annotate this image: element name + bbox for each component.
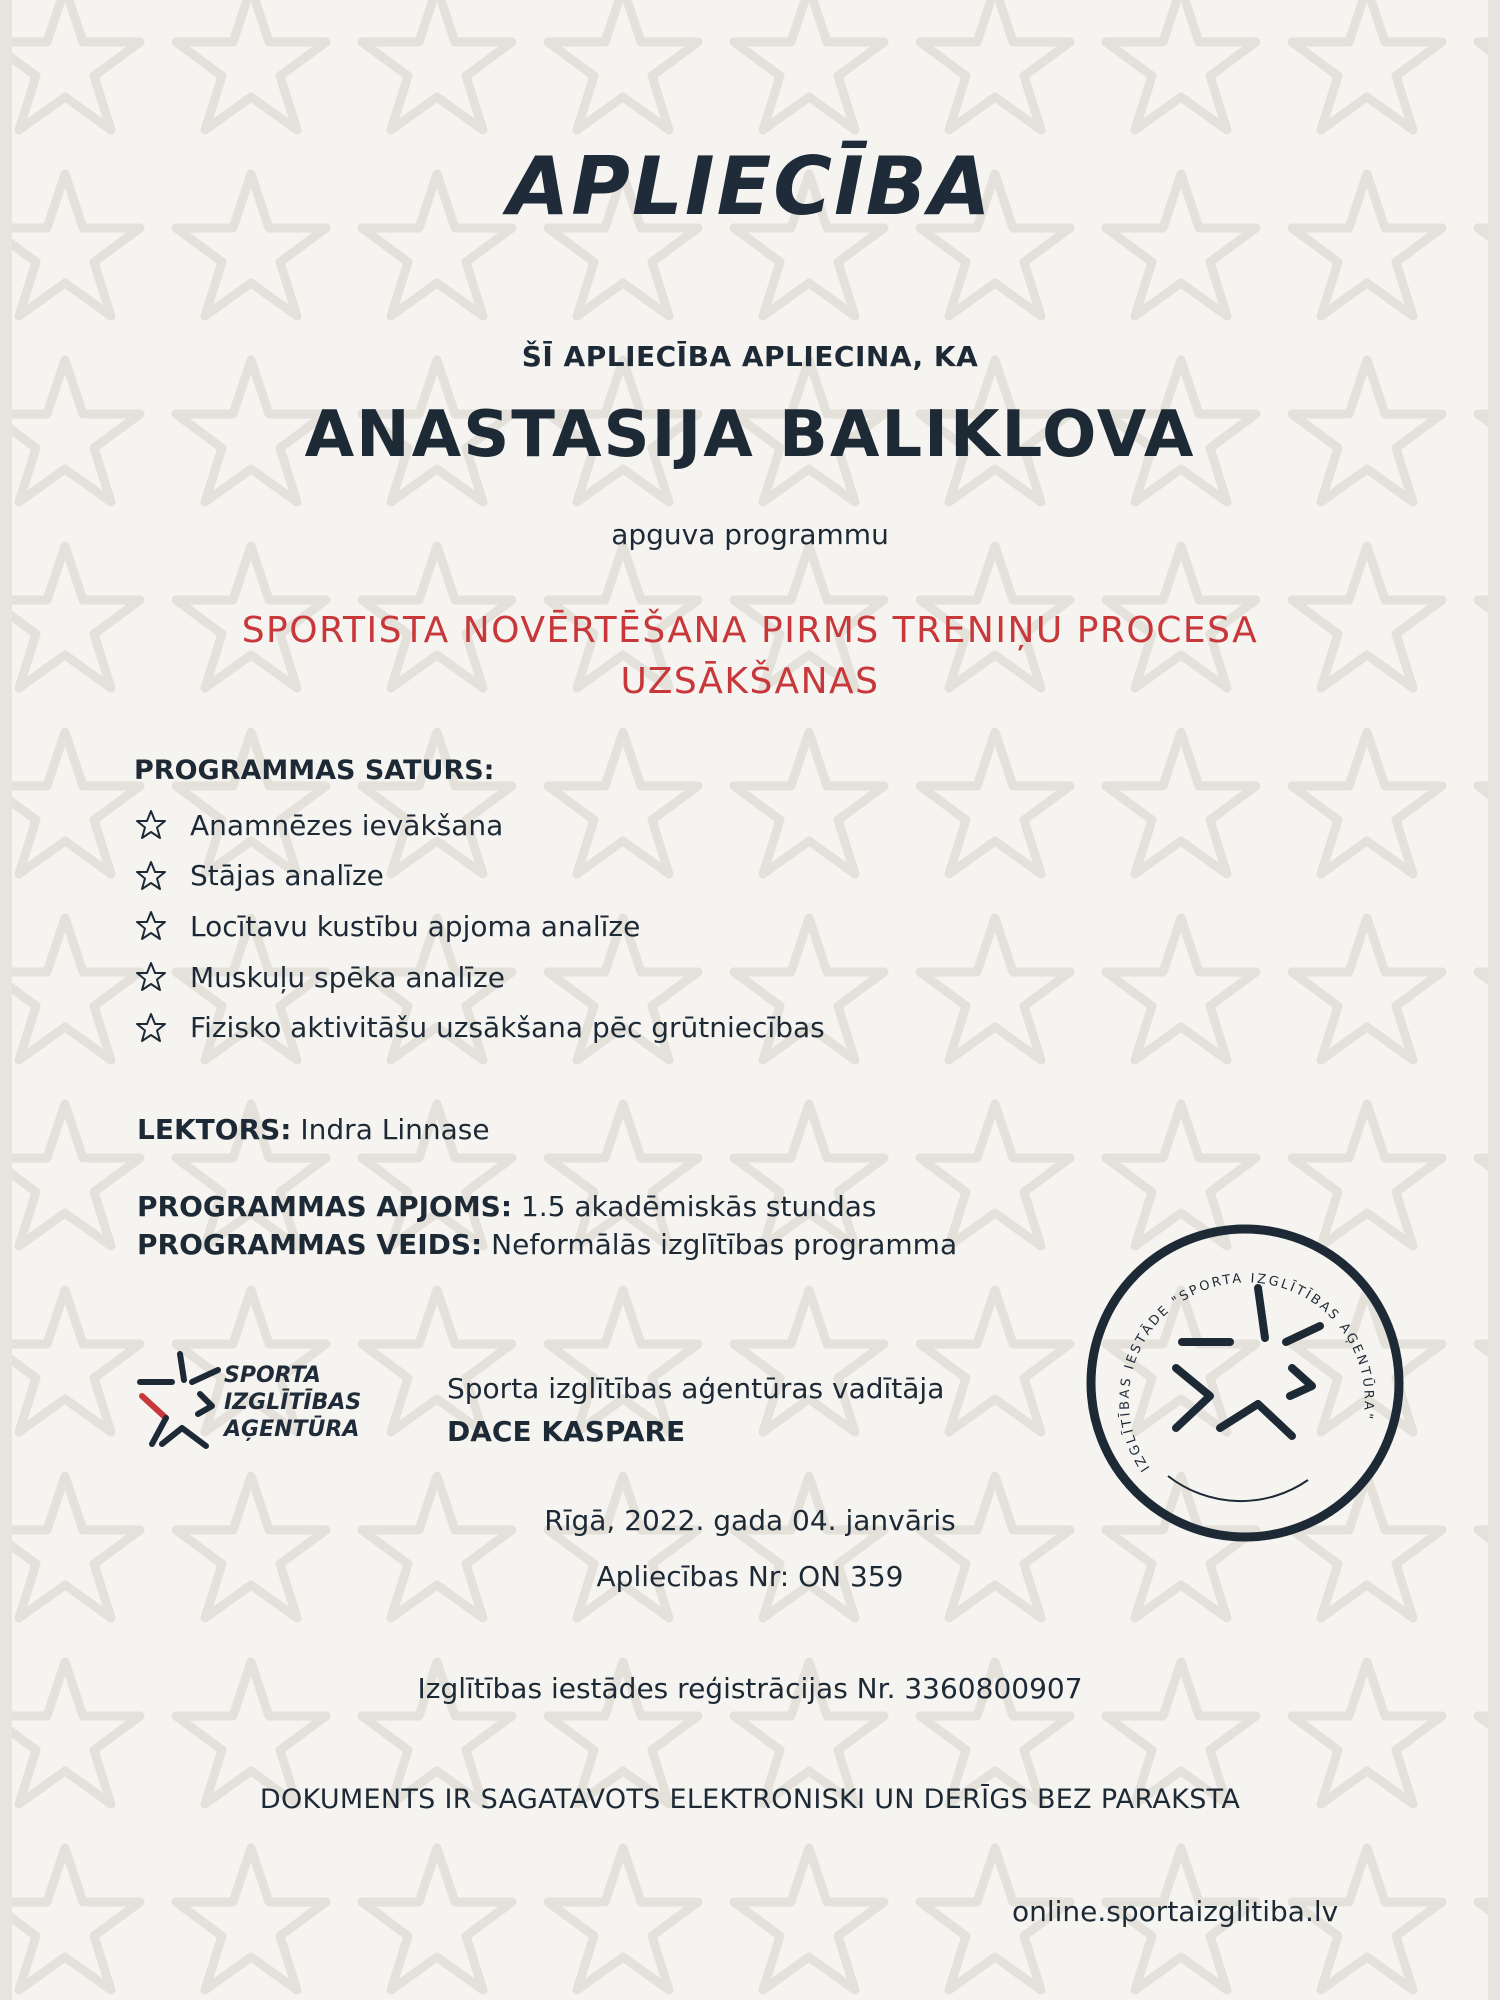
lecturer-label: LEKTORS:	[137, 1113, 292, 1146]
logo-line: SPORTA	[224, 1363, 321, 1388]
svg-text:IZGLĪTĪBAS IESTĀDE "SPORTA IZG	[1118, 1271, 1376, 1474]
logo-line: IZGLĪTĪBAS	[224, 1390, 362, 1415]
director-role: Sporta izglītības aģentūras vadītāja	[447, 1372, 945, 1405]
lecturer-line	[137, 1113, 490, 1146]
website-url: online.sportaizglitiba.lv	[1012, 1895, 1339, 1928]
seal-star-icon	[1176, 1288, 1320, 1436]
volume-value: 1.5 akadēmiskās stundas	[520, 1190, 877, 1223]
contents-item-label: Locītavu kustību apjoma analīze	[190, 909, 641, 943]
star-outline-icon	[134, 960, 168, 994]
volume-line	[137, 1190, 877, 1223]
contents-item	[134, 901, 825, 952]
contents-item-label: Muskuļu spēka analīze	[190, 960, 505, 994]
contents-item-label: Fizisko aktivitāšu uzsākšana pēc grūtniecības	[190, 1011, 825, 1045]
star-outline-icon	[134, 1011, 168, 1045]
director-name: DACE KASPARE	[447, 1415, 686, 1448]
star-outline-icon	[134, 909, 168, 943]
contents-item	[134, 851, 825, 902]
contents-list	[134, 800, 825, 1053]
recipient-name: ANASTASIJA BALIKLOVA	[304, 398, 1196, 472]
contents-heading: PROGRAMMAS SATURS:	[134, 755, 495, 786]
disclaimer: DOKUMENTS IR SAGATAVOTS ELEKTRONISKI UN DERĪGS BEZ PARAKSTA	[259, 1784, 1241, 1815]
contents-item	[134, 952, 825, 1003]
star-outline-icon	[134, 859, 168, 893]
logo-line: AĢENTŪRA	[224, 1417, 360, 1442]
contents-item	[134, 800, 825, 851]
registration-number: Izglītības iestādes reģistrācijas Nr. 3360800907	[417, 1672, 1083, 1705]
certificate-number: Apliecības Nr: ON 359	[596, 1560, 904, 1593]
lecturer-name: Indra Linnase	[300, 1113, 490, 1146]
contents-item-label: Stājas analīze	[190, 859, 384, 893]
contents-item	[134, 1002, 825, 1053]
contents-item-label: Anamnēzes ievākšana	[190, 808, 504, 842]
type-line	[137, 1228, 957, 1261]
star-outline-icon	[134, 808, 168, 842]
completed-text: apguva programmu	[611, 518, 889, 551]
seal-text: IZGLĪTĪBAS IESTĀDE "SPORTA IZGLĪTĪBAS AĢENTŪRA"	[1117, 1271, 1376, 1475]
program-title-line-1: SPORTISTA NOVĒRTĒŠANA PIRMS TRENIŅU PROCESA	[241, 610, 1259, 651]
certificate-title: APLIECĪBA	[507, 140, 993, 233]
institution-seal	[1080, 1218, 1410, 1548]
program-title-line-2: UZSĀKŠANAS	[620, 661, 880, 702]
volume-label: PROGRAMMAS APJOMS:	[137, 1190, 513, 1223]
intro-text: ŠĪ APLIECĪBA APLIECINA, KA	[521, 340, 979, 373]
issue-date: Rīgā, 2022. gada 04. janvāris	[544, 1504, 956, 1537]
certificate	[12, 0, 1488, 2000]
logo-wordmark	[224, 1362, 361, 1443]
type-value: Neformālās izglītības programma	[491, 1228, 958, 1261]
type-label: PROGRAMMAS VEIDS:	[137, 1228, 483, 1261]
